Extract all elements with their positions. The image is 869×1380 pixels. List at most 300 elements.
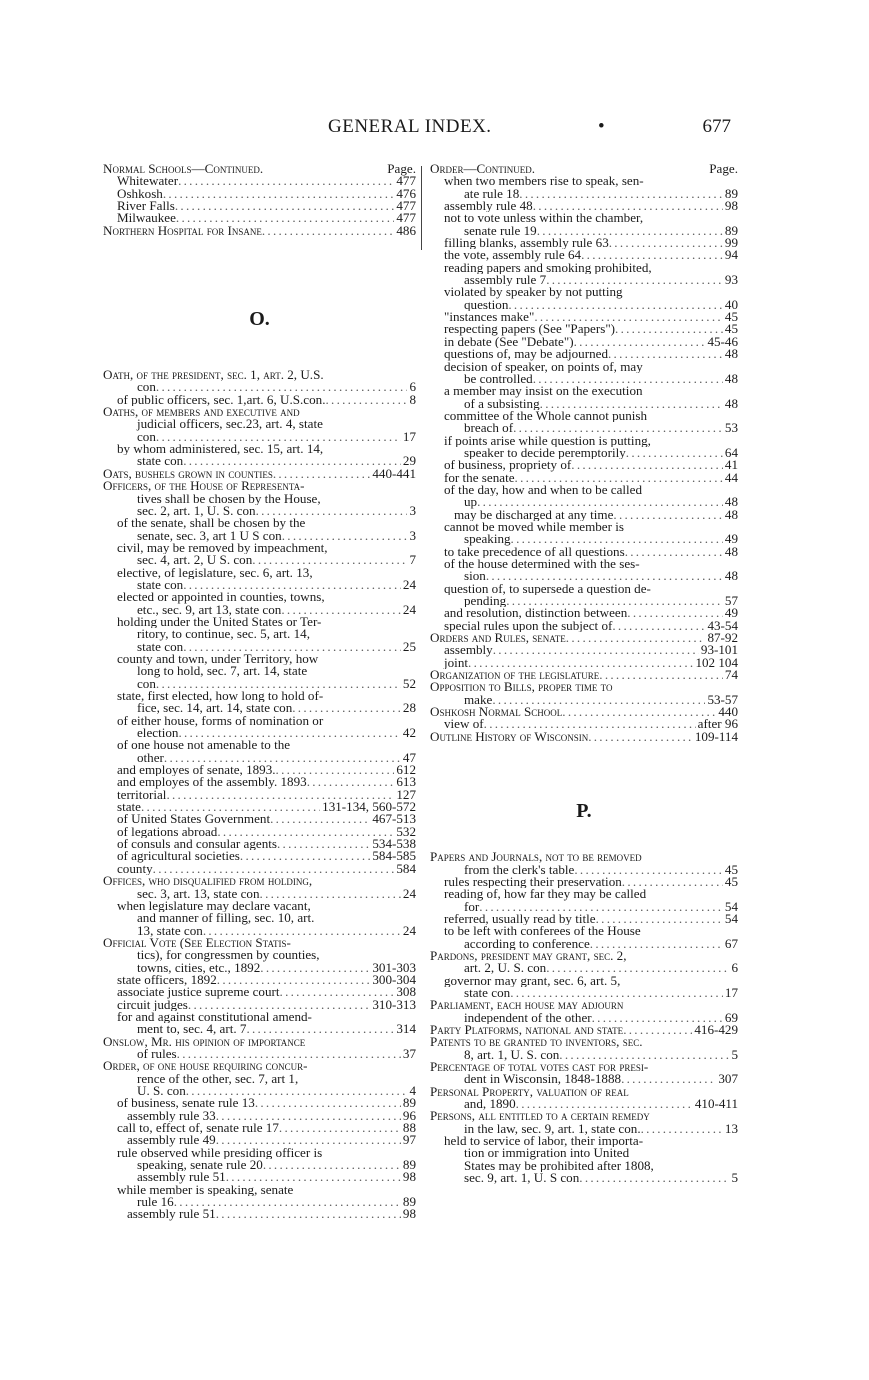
index-entry: [430, 472, 738, 484]
entry-text: speaking, senate rule 20: [137, 1159, 263, 1172]
index-entry: [430, 706, 738, 718]
entry-text: Onslow, Mr. his opinion of importance: [103, 1035, 306, 1048]
entry-text: Milwaukee: [117, 212, 176, 225]
dot-leader: [325, 394, 407, 406]
index-entry: [430, 987, 738, 999]
entry-text: the vote, assembly rule 64: [444, 249, 582, 262]
page-reference: 94: [724, 249, 738, 262]
page-reference: 4: [409, 1085, 416, 1098]
index-entry: [103, 813, 416, 825]
page-reference: 440: [718, 706, 738, 719]
page-reference: 45: [724, 311, 738, 324]
index-entry: [430, 200, 738, 212]
index-entry-text: [103, 690, 416, 702]
index-entry: [103, 1159, 416, 1171]
index-entry-text: [103, 443, 416, 455]
index-entry-text: [103, 912, 416, 924]
index-entry: [430, 323, 738, 335]
index-entry-text: [430, 484, 738, 496]
index-entry: [103, 776, 416, 788]
entry-text: county: [117, 862, 153, 876]
entry-text: county and town, under Territory, how: [117, 652, 319, 666]
entry-text: up: [464, 496, 478, 509]
entry-text: make: [464, 693, 493, 707]
index-entry-text: [103, 628, 416, 640]
dot-leader: [282, 530, 408, 542]
dot-leader: [468, 657, 693, 669]
entry-text: sec. 9, art. 1, U. S con: [464, 1172, 580, 1185]
entry-text: in the law, sec. 9, art. 1, state con.: [464, 1122, 641, 1136]
dot-leader: [615, 323, 723, 335]
page-reference: 45: [724, 323, 738, 336]
continued-heading: [103, 163, 416, 175]
entry-text: fice, sec. 14, art. 14, state con: [137, 702, 293, 715]
page-reference: 440-441: [372, 467, 416, 481]
header-mark: •: [598, 116, 605, 137]
section-letter: O.: [249, 308, 270, 331]
entry-text: of the senate, shall be chosen by the: [117, 517, 306, 530]
dot-leader: [164, 752, 401, 764]
page-reference: 131-134, 560-572: [322, 801, 416, 814]
index-entry: [103, 974, 416, 986]
dot-leader: [508, 299, 723, 311]
dot-leader: [216, 1208, 401, 1220]
entry-text: be controlled: [464, 372, 533, 386]
entry-text: call to, effect of, senate rule 17: [117, 1122, 279, 1135]
entry-text: of consuls and consular agents: [117, 838, 277, 851]
page-reference: 301-303: [372, 961, 416, 974]
spacer: [430, 743, 738, 791]
index-entry: [103, 838, 416, 850]
entry-text: question: [464, 298, 509, 312]
index-entry: [103, 826, 416, 838]
page-reference: 7: [409, 554, 416, 567]
index-entry: [430, 1073, 738, 1085]
entry-text: if points arise while question is putting,: [444, 434, 651, 447]
entry-text: Order, of one house requiring concur-: [103, 1060, 308, 1073]
entry-text: of one house not amenable to the: [117, 739, 291, 752]
entry-text: breach of: [464, 422, 514, 435]
index-entry-text: [103, 665, 416, 677]
index-entry: [430, 731, 738, 743]
page-reference: 40: [724, 298, 738, 312]
index-entry: [103, 962, 416, 974]
page-reference: 93: [724, 274, 738, 287]
index-entry-text: [430, 999, 738, 1011]
index-entry-text: [103, 949, 416, 961]
index-entry-text: [430, 583, 738, 595]
index-entry: [103, 863, 416, 875]
page-reference: 467-513: [372, 813, 416, 826]
index-entry: [430, 1012, 738, 1024]
entry-text: of the house determined with the ses-: [444, 558, 640, 571]
page-reference: 48: [724, 508, 738, 521]
dot-leader: [515, 472, 723, 484]
dot-leader: [260, 962, 370, 974]
page-reference: 54: [724, 900, 738, 913]
entry-text: of business, propriety of: [444, 459, 572, 472]
entry-text: for and against constitutional amend-: [117, 1010, 312, 1024]
dot-leader: [533, 373, 723, 385]
dot-leader: [571, 459, 723, 471]
dot-leader: [188, 999, 370, 1011]
index-entry: [430, 657, 738, 669]
entry-text: ritory, to continue, sec. 5, art. 14,: [137, 628, 310, 641]
dot-leader: [625, 546, 723, 558]
page-reference: 5: [731, 1048, 738, 1061]
index-entry-text: [103, 900, 416, 912]
index-entry-text: [103, 1073, 416, 1085]
page-reference: 48: [724, 397, 738, 410]
page-reference: 49: [724, 607, 738, 620]
dot-leader: [511, 533, 723, 545]
entry-text: towns, cities, etc., 1892: [137, 961, 261, 974]
page-reference: 89: [724, 187, 738, 201]
entry-text: civil, may be removed by impeachment,: [117, 541, 328, 555]
index-entry: [430, 225, 738, 237]
page-reference: 98: [402, 1171, 416, 1184]
index-entry-text: [103, 542, 416, 554]
index-entry-text: [430, 385, 738, 397]
index-entry-text: [103, 1147, 416, 1159]
dot-leader: [260, 888, 401, 900]
index-entry-text: [103, 739, 416, 751]
page-reference: 24: [402, 578, 416, 592]
index-entry-text: [103, 653, 416, 665]
index-entry: [103, 801, 416, 813]
dot-leader: [546, 274, 723, 286]
entry-text: referred, usually read by title: [444, 912, 596, 926]
page-reference: 613: [396, 776, 416, 789]
entry-text: state con: [137, 455, 184, 468]
entry-text: art. 2, U. S. con: [464, 962, 547, 975]
page-reference: 477: [396, 175, 416, 188]
entry-text: state, first elected, how long to hold of-: [117, 690, 324, 703]
dot-leader: [281, 604, 401, 616]
page-reference: 410-411: [694, 1098, 738, 1111]
dot-leader: [493, 644, 699, 656]
page-reference: 44: [724, 471, 738, 484]
dot-leader: [163, 188, 395, 200]
index-entry: [103, 1110, 416, 1122]
entry-text: a member may insist on the execution: [444, 385, 643, 398]
entry-text: of public officers, sec. 1,art. 6, U.S.con.: [117, 393, 326, 407]
dot-leader: [177, 1048, 401, 1060]
page-reference: 109-114: [694, 730, 738, 744]
page-reference: 42: [402, 727, 416, 740]
page-column-label: Page.: [709, 161, 738, 176]
entry-text: U. S. con: [137, 1085, 186, 1098]
index-entry: [430, 1024, 738, 1036]
index-entry: [430, 595, 738, 607]
page-reference: 43-54: [707, 619, 738, 633]
entry-text: senate, sec. 3, art 1 U S con: [137, 529, 282, 542]
index-entry: [103, 925, 416, 937]
entry-text: Percentage of total votes cast for presi-: [430, 1061, 649, 1074]
entry-text: questions of, may be adjourned: [444, 348, 608, 361]
entry-text: assembly rule 48: [444, 200, 533, 213]
index-entry: [103, 225, 416, 237]
index-entry: [103, 1171, 416, 1183]
index-entry-text: [430, 1061, 738, 1073]
dot-leader: [609, 237, 723, 249]
page-reference: 41: [724, 459, 738, 472]
dot-leader: [533, 200, 723, 212]
entry-text: Oshkosh: [117, 187, 163, 201]
page-reference: 48: [724, 570, 738, 583]
page-reference: 96: [402, 1109, 416, 1123]
entry-text: Organization of the legislature: [430, 669, 600, 682]
page-reference: 52: [402, 677, 416, 690]
index-entry-text: [103, 480, 416, 492]
index-entry-text: [430, 361, 738, 373]
dot-leader: [183, 455, 401, 467]
index-entry-text: [430, 175, 738, 187]
page-reference: 534-538: [372, 838, 416, 851]
page-reference: 532: [396, 825, 416, 839]
entry-text: of a subsisting: [464, 397, 540, 410]
page-reference: 3: [409, 529, 416, 542]
page-reference: 584: [396, 862, 416, 876]
page-reference: 24: [402, 924, 416, 937]
entry-text: filling blanks, assembly rule 63: [444, 237, 609, 250]
dot-leader: [186, 1085, 408, 1097]
index-entry: [430, 422, 738, 434]
index-entry: [430, 348, 738, 360]
index-entry: [103, 1048, 416, 1060]
spacer: [430, 831, 738, 851]
entry-text: tives shall be chosen by the House,: [137, 492, 321, 505]
index-entry-text: [103, 616, 416, 628]
dot-leader: [217, 974, 371, 986]
index-entry: [103, 764, 416, 776]
page-reference: 87-92: [707, 632, 738, 645]
entry-text: Party Platforms, national and state: [430, 1023, 624, 1037]
entry-text: ment to, sec. 4, art. 7: [137, 1023, 247, 1036]
dot-leader: [246, 1023, 394, 1035]
page-reference: 53: [724, 422, 738, 435]
dot-leader: [277, 838, 370, 850]
entry-text: Oshkosh Normal School: [430, 706, 563, 719]
index-entry: [430, 274, 738, 286]
index-entry-text: [430, 851, 738, 863]
dot-leader: [596, 913, 723, 925]
page-reference: 17: [724, 986, 738, 1000]
index-entry: [430, 459, 738, 471]
index-entry: [430, 632, 738, 644]
index-entry-text: [430, 1135, 738, 1147]
page-reference: 127: [396, 788, 416, 802]
entry-text: elective, of legislature, sec. 6, art. 13,: [117, 566, 313, 579]
index-entry: [103, 505, 416, 517]
index-entry: [103, 530, 416, 542]
entry-text: sec. 3, art. 13, state con: [137, 887, 260, 900]
running-title: GENERAL INDEX.: [328, 116, 492, 137]
page-reference: 416-429: [694, 1023, 738, 1037]
entry-text: violated by speaker by not putting: [444, 286, 623, 299]
dot-leader: [627, 607, 723, 619]
entry-text: sec. 4, art. 2, U S. con: [137, 554, 253, 567]
dot-leader: [279, 1122, 401, 1134]
index-entry-text: [430, 681, 738, 693]
entry-text: Orders and Rules, senate: [430, 632, 566, 645]
dot-leader: [252, 554, 407, 566]
dot-leader: [255, 1097, 401, 1109]
entry-text: tion or immigration into United: [464, 1147, 630, 1160]
page-reference: 89: [402, 1159, 416, 1172]
page-reference: 93-101: [700, 644, 738, 657]
index-entry: [103, 554, 416, 566]
entry-text: con: [137, 430, 156, 444]
page-reference: 49: [724, 533, 738, 546]
page-reference: 98: [724, 200, 738, 213]
entry-text: Official Vote (See Election Statis-: [103, 936, 291, 950]
dot-leader: [178, 175, 394, 187]
heading-term: Normal Schools—Continued.: [103, 161, 264, 176]
entry-text: state con: [137, 578, 184, 592]
page-reference: 64: [724, 446, 738, 460]
index-entry: [103, 455, 416, 467]
index-entry: [430, 188, 738, 200]
page-reference: 13: [724, 1122, 738, 1136]
dot-leader: [537, 225, 723, 237]
index-entry: [430, 1172, 738, 1184]
page-reference: 3: [409, 504, 416, 518]
page-reference: 89: [402, 1097, 416, 1110]
entry-text: state con: [464, 986, 511, 1000]
index-entry: [430, 1049, 738, 1061]
heading-term: Order—Continued.: [430, 161, 536, 176]
index-entry-text: [103, 418, 416, 430]
section-letter: P.: [576, 800, 592, 823]
dot-leader: [141, 801, 320, 813]
index-entry: [103, 888, 416, 900]
index-entry-text: [430, 1036, 738, 1048]
dot-leader: [562, 706, 716, 718]
spacer: [103, 237, 416, 299]
entry-text: judicial officers, sec.23, art. 4, state: [137, 418, 323, 431]
entry-text: of the day, how and when to be called: [444, 483, 643, 497]
index-entry: [103, 579, 416, 591]
entry-text: con: [137, 381, 156, 394]
index-column-left: [103, 163, 416, 1221]
index-entry-text: [430, 558, 738, 570]
entry-text: assembly rule 33: [127, 1109, 216, 1123]
dot-leader: [559, 1049, 729, 1061]
page-column-label: Page.: [387, 161, 416, 176]
dot-leader: [217, 826, 394, 838]
dot-leader: [216, 1134, 401, 1146]
dot-leader: [262, 225, 395, 237]
index-entry-text: [430, 925, 738, 937]
index-entry-text: [430, 1147, 738, 1159]
entry-text: Personal Property, valuation of real: [430, 1085, 629, 1099]
page-reference: 310-313: [372, 998, 416, 1011]
index-entry: [103, 789, 416, 801]
entry-text: state: [117, 801, 141, 814]
entry-text: assembly rule 51: [127, 1208, 216, 1221]
entry-text: governor may grant, sec. 6, art. 5,: [444, 974, 621, 987]
entry-text: assembly rule 51: [137, 1171, 226, 1184]
entry-text: assembly rule 49: [127, 1134, 216, 1147]
dot-leader: [579, 1172, 729, 1184]
dot-leader: [599, 669, 723, 681]
entry-text: rule observed while presiding officer is: [117, 1146, 323, 1160]
index-entry: [103, 1023, 416, 1035]
dot-leader: [506, 595, 723, 607]
index-entry: [430, 496, 738, 508]
entry-text: Offices, who disqualified from holding,: [103, 875, 313, 888]
entry-text: and employes of senate, 1893.: [117, 764, 276, 777]
dot-leader: [588, 731, 693, 743]
entry-text: senate rule 19: [464, 224, 537, 238]
page-reference: 486: [396, 224, 416, 238]
index-entry-text: [430, 212, 738, 224]
index-entry-text: [103, 369, 416, 381]
index-entry: [430, 249, 738, 261]
dot-leader: [534, 311, 723, 323]
spacer: [103, 339, 416, 369]
dot-leader: [574, 336, 706, 348]
page-reference: 307: [718, 1073, 738, 1086]
index-entry: [430, 644, 738, 656]
entry-text: decision of speaker, on points of, may: [444, 360, 643, 373]
dot-leader: [175, 200, 395, 212]
page-reference: 24: [402, 603, 416, 616]
entry-text: assembly: [444, 644, 493, 657]
index-entry-text: [103, 567, 416, 579]
index-entry: [103, 1097, 416, 1109]
dot-leader: [153, 863, 395, 875]
index-entry-text: [430, 1086, 738, 1098]
dot-leader: [307, 776, 395, 788]
index-entry: [430, 938, 738, 950]
entry-text: held to service of labor, their importa-: [444, 1135, 644, 1148]
index-entry: [103, 468, 416, 480]
entry-text: state con: [137, 640, 184, 653]
dot-leader: [270, 813, 370, 825]
page-reference: 74: [724, 669, 738, 682]
entry-text: when two members rise to speak, sen-: [444, 175, 644, 188]
entry-text: of rules: [137, 1047, 177, 1061]
entry-text: view of: [444, 718, 484, 731]
entry-text: elected or appointed in counties, towns,: [117, 591, 325, 604]
index-entry: [103, 641, 416, 653]
dot-leader: [546, 962, 729, 974]
dot-leader: [612, 620, 705, 632]
page-reference: 6: [409, 381, 416, 394]
index-entry-text: [103, 517, 416, 529]
entry-text: independent of the other: [464, 1011, 592, 1024]
index-entry: [103, 702, 416, 714]
index-entry: [430, 546, 738, 558]
dot-leader: [479, 901, 723, 913]
dot-leader: [574, 864, 723, 876]
entry-text: pending: [464, 595, 507, 608]
page-reference: 24: [402, 887, 416, 900]
index-entry: [430, 876, 738, 888]
index-entry-text: [430, 1160, 738, 1172]
entry-text: may be discharged at any time: [454, 508, 614, 521]
index-entry: [103, 752, 416, 764]
entry-text: speaking: [464, 533, 511, 546]
page-reference: 98: [402, 1208, 416, 1221]
page-reference: 477: [396, 212, 416, 225]
dot-leader: [566, 632, 706, 644]
index-entry: [430, 620, 738, 632]
entry-text: rence of the other, sec. 7, art 1,: [137, 1072, 299, 1085]
index-entry: [103, 604, 416, 616]
